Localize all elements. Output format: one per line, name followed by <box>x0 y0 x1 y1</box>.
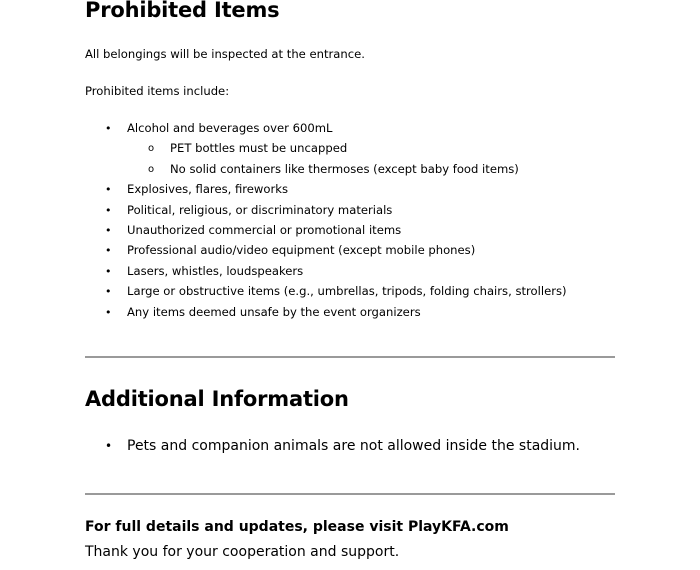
section-divider <box>85 493 615 495</box>
list-item-text: Pets and companion animals are not allowed inside the stadium. <box>127 438 581 454</box>
list-item-text: Alcohol and beverages over 600mL <box>127 121 333 135</box>
bullet-icon: • <box>105 305 112 319</box>
section-divider <box>85 356 615 358</box>
list-item <box>85 242 645 262</box>
list-item <box>85 222 645 242</box>
list-item-text: Large or obstructive items (e.g., umbrellas, tripods, folding chairs, strollers) <box>127 284 567 299</box>
circle-bullet-icon: o <box>148 163 155 175</box>
sub-list-item <box>85 140 645 160</box>
bullet-icon: • <box>105 183 112 197</box>
sub-list-item <box>85 161 645 181</box>
additional-info-heading: Additional Information <box>85 387 349 411</box>
prohibited-items-list <box>85 120 645 324</box>
prohibited-items-heading: Prohibited Items <box>85 0 280 22</box>
list-item <box>85 437 645 455</box>
list-item <box>85 304 645 324</box>
list-item <box>85 283 645 303</box>
circle-bullet-icon: o <box>148 143 155 155</box>
list-item-text: Political, religious, or discriminatory materials <box>127 202 393 217</box>
list-item <box>85 263 645 283</box>
bullet-icon: • <box>105 285 112 299</box>
sublist-container <box>85 140 645 181</box>
sub-list-item-text: PET bottles must be uncapped <box>170 141 348 156</box>
bullet-icon: • <box>105 244 112 258</box>
bullet-icon: • <box>105 439 113 453</box>
thank-you-note: Thank you for your cooperation and support. <box>85 544 400 560</box>
list-item-text: Professional audio/video equipment (except mobile phones) <box>127 243 476 258</box>
list-item-text: Unauthorized commercial or promotional items <box>127 222 402 237</box>
bullet-icon: • <box>105 203 112 217</box>
bullet-icon: • <box>105 264 112 278</box>
additional-info-list <box>85 437 645 455</box>
bullet-icon: • <box>105 223 112 237</box>
bullet-icon: • <box>105 122 112 135</box>
sub-list-item-text: No solid containers like thermoses (except baby food items) <box>170 161 519 176</box>
list-item-text: Any items deemed unsafe by the event organizers <box>127 304 421 319</box>
inspection-notice: All belongings will be inspected at the entrance. <box>85 47 365 61</box>
prohibited-list-label: Prohibited items include: <box>85 84 230 98</box>
list-item <box>85 181 645 201</box>
sub-list <box>85 140 645 181</box>
list-item-text: Lasers, whistles, loudspeakers <box>127 263 304 278</box>
list-item <box>85 120 645 140</box>
list-item <box>85 202 645 222</box>
list-item-text: Explosives, flares, fireworks <box>127 182 289 197</box>
visit-website-notice: For full details and updates, please visit PlayKFA.com <box>85 519 509 535</box>
